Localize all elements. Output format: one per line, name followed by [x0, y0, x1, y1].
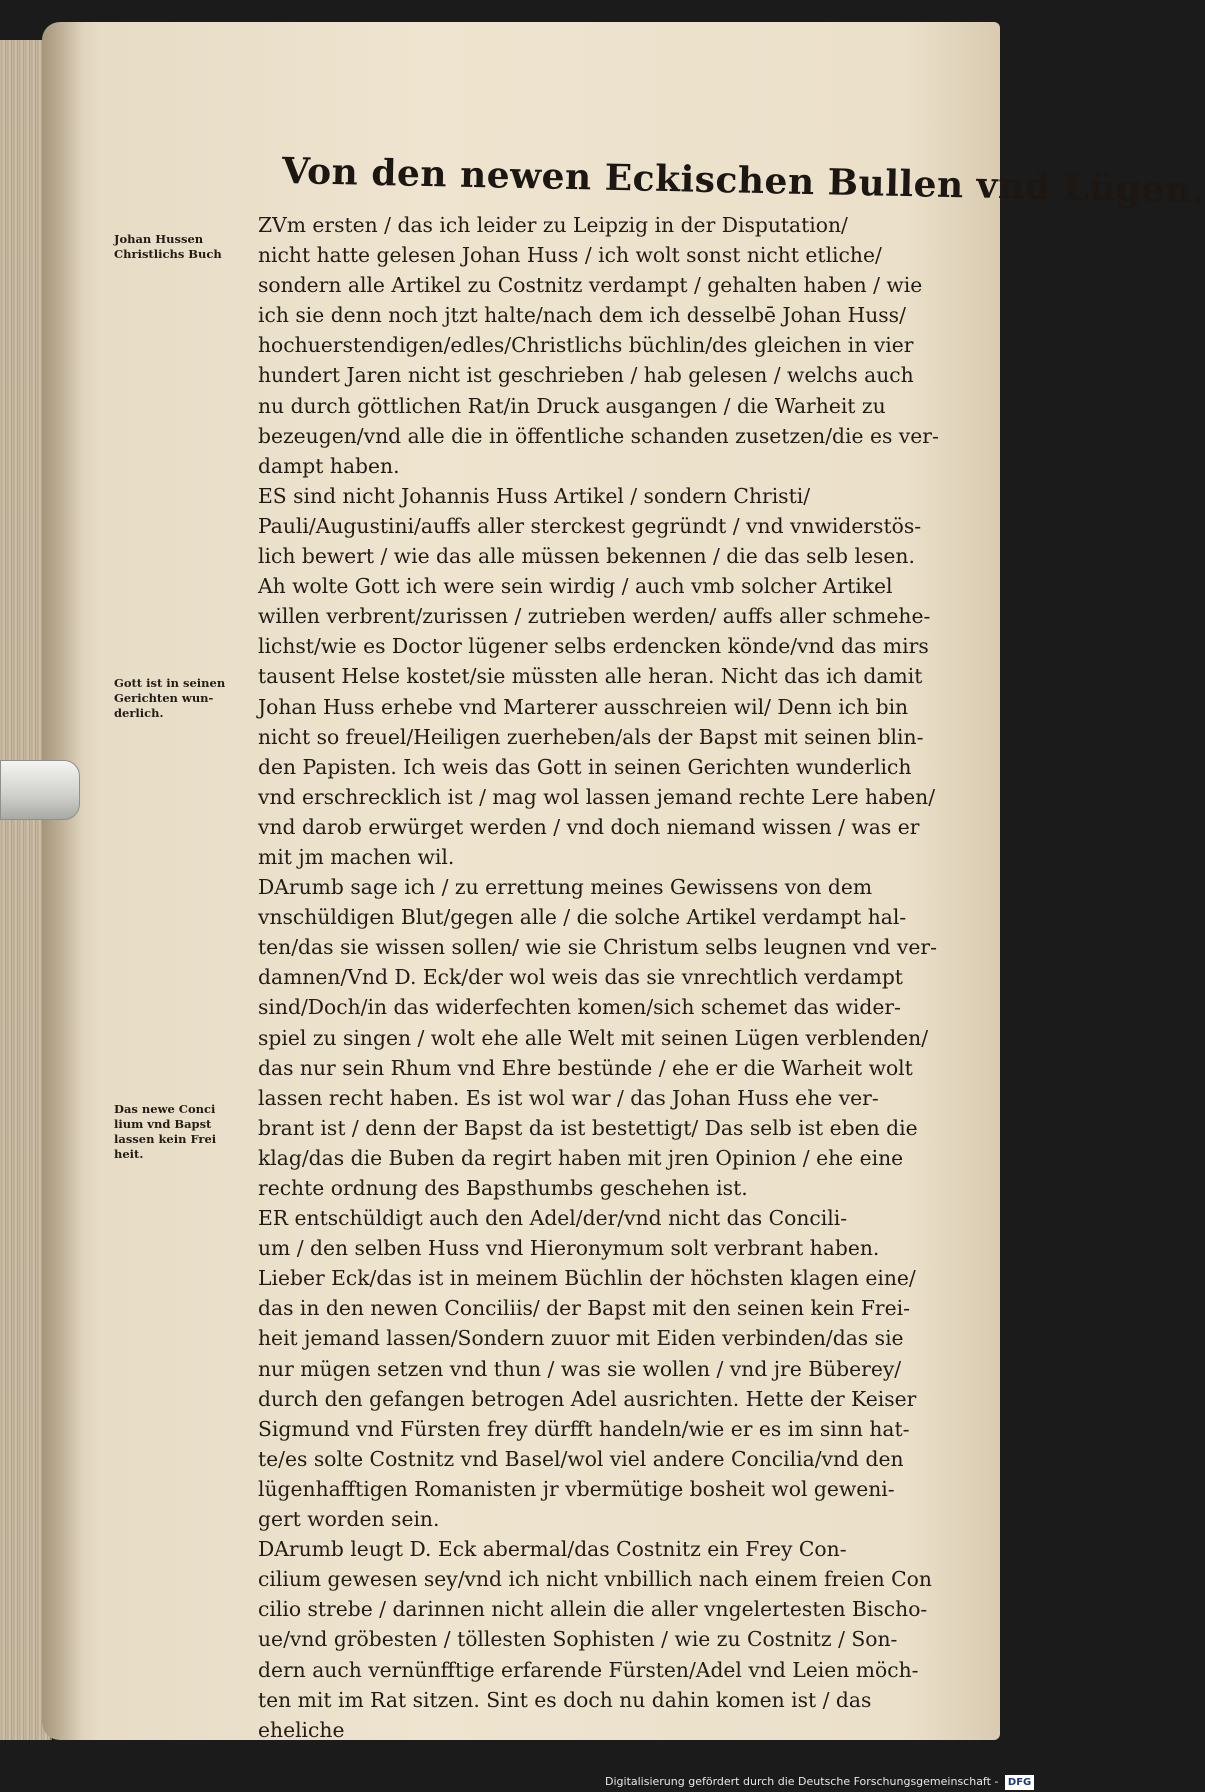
text-line: das in den newen Conciliis/ der Bapst mit den seinen kein Frei-	[258, 1296, 910, 1321]
margin-note-line: lium vnd Bapst	[114, 1117, 212, 1131]
text-line: durch den gefangen betrogen Adel ausrichten. Hette der Keiser	[258, 1386, 917, 1411]
text-line: cilium gewesen sey/vnd ich nicht vnbillich nach einem freien Con	[258, 1567, 932, 1592]
text-line: te/es solte Costnitz vnd Basel/wol viel andere Concilia/vnd den	[258, 1446, 904, 1471]
text-line: klag/das die Buben da regirt haben mit jren Opinion / ehe eine	[258, 1145, 904, 1170]
margin-note-line: Gott ist in seinen	[114, 676, 226, 690]
margin-note-line: derlich.	[114, 706, 164, 720]
margin-note-line: Johan Hussen	[114, 232, 204, 246]
text-line: ten/das sie wissen sollen/ wie sie Christum selbs leugnen vnd ver-	[258, 935, 937, 960]
text-line: nicht so freuel/Heiligen zuerheben/als der Bapst mit seinen blin-	[258, 724, 924, 749]
text-line: lügenhafftigen Romanisten jr vbermütige bosheit wol geweni-	[258, 1476, 895, 1501]
margin-note-line: lassen kein Frei	[114, 1132, 217, 1146]
margin-note-line: Das newe Conci	[114, 1102, 216, 1116]
text-line: vnschüldigen Blut/gegen alle / die solche Artikel verdampt hal-	[258, 905, 907, 930]
text-line: rechte ordnung des Bapsthumbs geschehen ist.	[258, 1176, 748, 1200]
text-line: Pauli/Augustini/auffs aller sterckest gegründt / vnd vnwiderstös-	[258, 513, 922, 538]
text-line: ue/vnd gröbesten / töllesten Sophisten / wie zu Costnitz / Son-	[258, 1627, 898, 1652]
text-line: Lieber Eck/das ist in meinem Büchlin der höchsten klagen eine/	[258, 1266, 916, 1291]
text-line: gert worden sein.	[258, 1507, 440, 1532]
text-line: ER entschüldigt auch den Adel/der/vnd nicht das Concili-	[258, 1206, 848, 1231]
text-line: vnd erschrecklich ist / mag wol lassen jemand rechte Lere haben/	[258, 784, 936, 809]
text-line: mit jm machen wil.	[258, 844, 455, 869]
text-line: ten mit im Rat sitzen. Sint es doch nu dahin komen ist / das	[258, 1687, 872, 1712]
text-line: damnen/Vnd D. Eck/der wol weis das sie vnrechtlich verdampt	[258, 965, 903, 990]
text-line: willen verbrent/zurissen / zutrieben werden/ auffs aller schmehe-	[258, 604, 931, 629]
text-line: nicht hatte gelesen Johan Huss / ich wolt sonst nicht etliche/	[258, 243, 882, 268]
text-line: um / den selben Huss vnd Hieronymum solt verbrant haben.	[258, 1236, 880, 1261]
text-line: ich sie denn noch jtzt halte/nach dem ich desselbē Johan Huss/	[258, 303, 906, 328]
text-line: ES sind nicht Johannis Huss Artikel / sondern Christi/	[258, 483, 811, 508]
text-line: spiel zu singen / wolt ehe alle Welt mit seinen Lügen verblenden/	[258, 1025, 929, 1050]
text-line: dampt haben.	[258, 453, 400, 478]
text-line: hundert Jaren nicht ist geschrieben / hab gelesen / welchs auch	[258, 363, 914, 388]
body-text	[258, 210, 938, 1745]
text-line: dern auch vernünfftige erfarende Fürsten/Adel vnd Leien möch-	[258, 1657, 919, 1682]
text-line: nu durch göttlichen Rat/in Druck ausgangen / die Warheit zu	[258, 393, 886, 418]
text-line: Sigmund vnd Fürsten frey dürfft handeln/wie er es im sinn hat-	[258, 1416, 910, 1441]
text-line: DArumb leugt D. Eck abermal/das Costnitz ein Frey Con-	[258, 1537, 847, 1562]
text-line: sondern alle Artikel zu Costnitz verdampt / gehalten haben / wie	[258, 273, 923, 298]
text-line: tausent Helse kostet/sie müssten alle heran. Nicht das ich damit	[258, 664, 923, 689]
margin-note-line: Gerichten wun-	[114, 691, 214, 705]
dfg-logo: DFG	[1005, 1775, 1034, 1790]
margin-note-3	[114, 1102, 256, 1162]
text-line: Johan Huss erhebe vnd Marterer ausschreien wil/ Denn ich bin	[258, 694, 909, 719]
footer-credit-text: Digitalisierung gefördert durch die Deutsche Forschungsgemeinschaft -	[605, 1775, 999, 1788]
margin-note-1	[114, 232, 256, 262]
text-line: lich bewert / wie das alle müssen bekennen / die das selb lesen.	[258, 544, 915, 569]
text-line: brant ist / denn der Bapst da ist bestettigt/ Das selb ist eben die	[258, 1115, 918, 1140]
margin-note-2	[114, 676, 256, 721]
margin-note-line: Christlichs Buch	[114, 247, 222, 261]
page-clip	[0, 760, 80, 820]
spine-shadow	[42, 22, 82, 1740]
page-title: Von den newen Eckischen Bullen vnd Lügen.	[281, 150, 1205, 212]
text-line: ZVm ersten / das ich leider zu Leipzig in der Disputation/	[258, 213, 848, 237]
text-line: heit jemand lassen/Sondern zuuor mit Eiden verbinden/das sie	[258, 1326, 904, 1351]
text-line: nur mügen setzen vnd thun / was sie wollen / vnd jre Büberey/	[258, 1356, 902, 1381]
text-line: lassen recht haben. Es ist wol war / das Johan Huss ehe ver-	[258, 1085, 879, 1110]
text-line: cilio strebe / darinnen nicht allein die aller vngelertesten Bischo-	[258, 1597, 928, 1622]
text-line: vnd darob erwürget werden / vnd doch niemand wissen / was er	[258, 814, 920, 839]
text-line: sind/Doch/in das widerfechten komen/sich schemet das wider-	[258, 995, 901, 1020]
text-line: lichst/wie es Doctor lügener selbs erdencken könde/vnd das mirs	[258, 634, 929, 659]
text-line: den Papisten. Ich weis das Gott in seinen Gerichten wunderlich	[258, 754, 912, 779]
text-line: DArumb sage ich / zu errettung meines Gewissens von dem	[258, 875, 873, 900]
text-line: eheliche	[258, 1717, 345, 1742]
footer-credit	[605, 1771, 1032, 1792]
text-line: das nur sein Rhum vnd Ehre bestünde / ehe er die Warheit wolt	[258, 1055, 913, 1080]
text-line: hochuerstendigen/edles/Christlichs büchlin/des gleichen in vier	[258, 333, 914, 358]
text-line: Ah wolte Gott ich were sein wirdig / auch vmb solcher Artikel	[258, 574, 893, 599]
text-line: bezeugen/vnd alle die in öffentliche schanden zusetzen/die es ver-	[258, 423, 939, 448]
margin-note-line: heit.	[114, 1147, 144, 1161]
